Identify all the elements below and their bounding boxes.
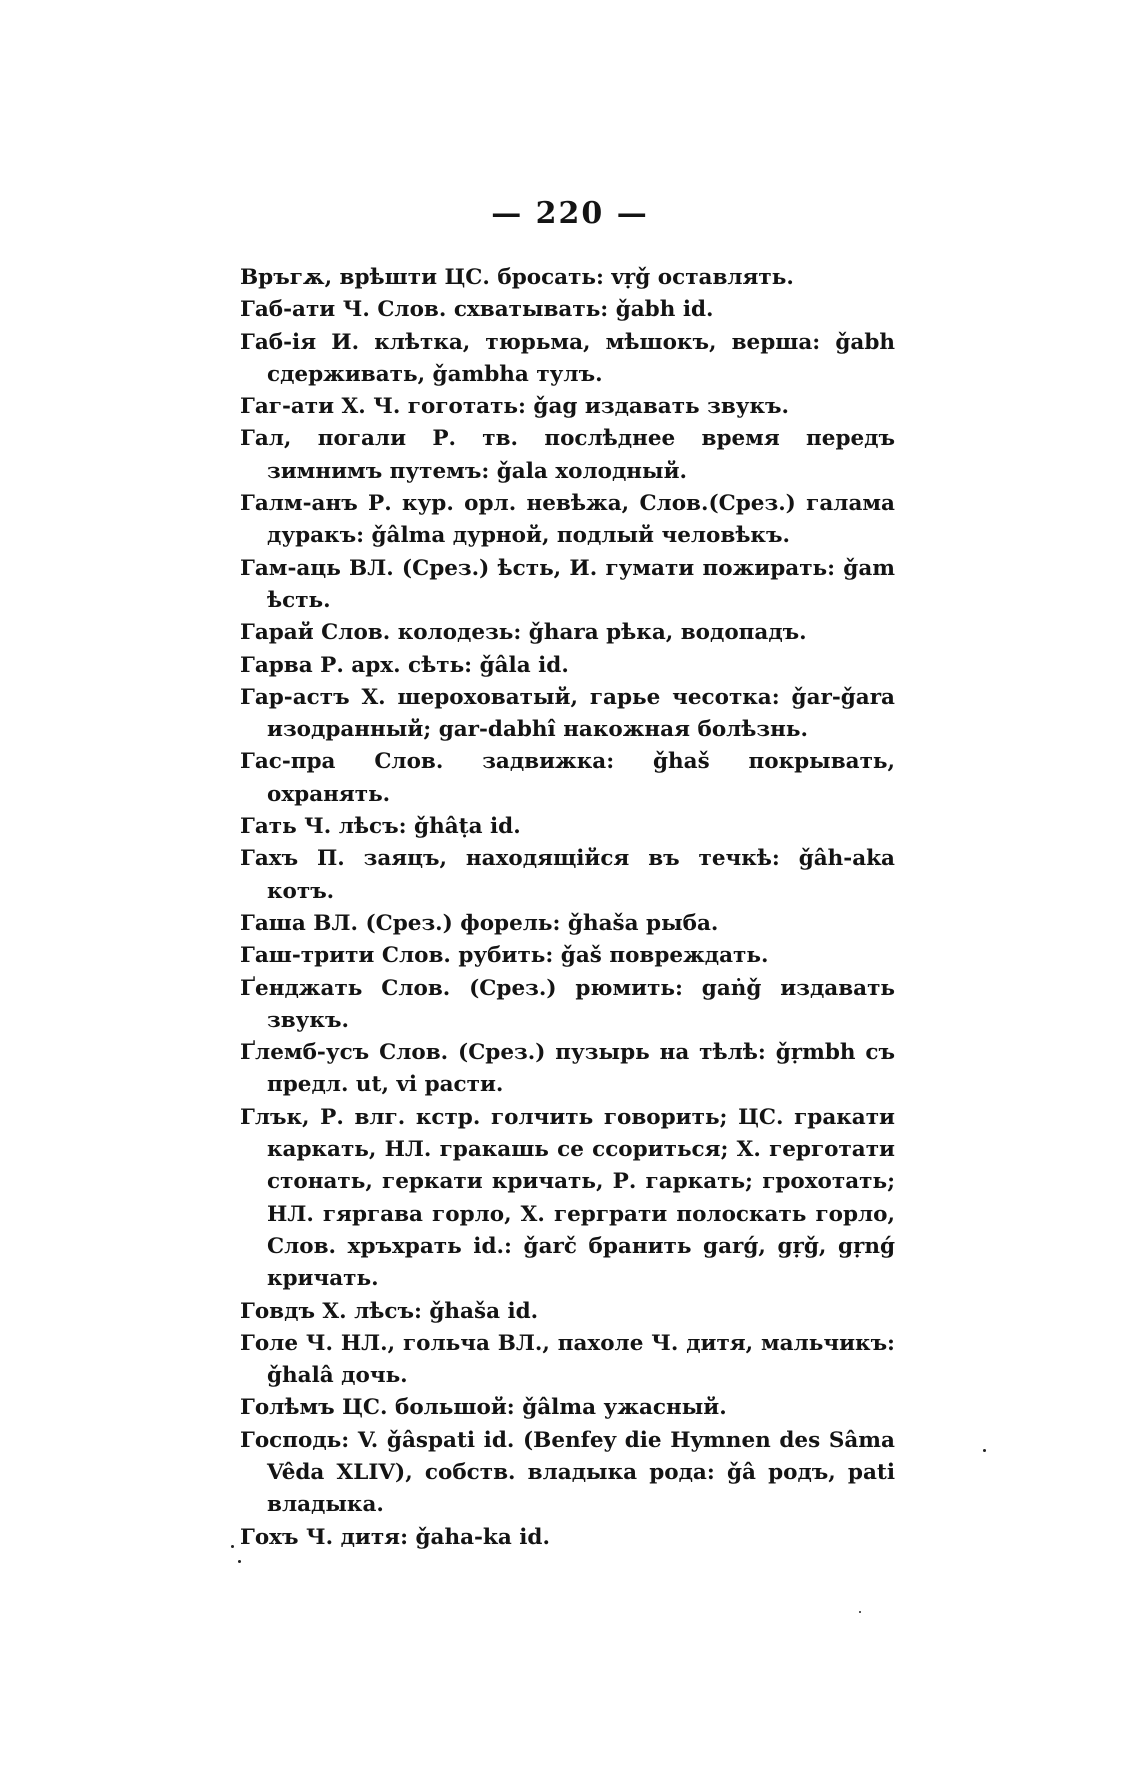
dictionary-entry: Гаша ВЛ. (Срез.) форель: ǧhaša рыба. [240,910,719,936]
dictionary-entry: Голе Ч. НЛ., гольча ВЛ., пахоле Ч. дитя, мальчикъ: ǧhalâ дочь. [240,1330,895,1389]
dictionary-entry: Ґенджать Слов. (Срез.) рюмить: gaṅǧ издавать звукъ. [240,975,895,1033]
dictionary-entry: Гар-астъ Х. шероховатый, гарье чесотка: ǧar-ǧara изодранный; gar-dabhî накожная болѣзнь. [240,684,895,743]
dictionary-entry: Гать Ч. лѣсъ: ǧhâṭa id. [240,814,521,840]
dictionary-entry: Глък, Р. влг. кстр. голчить говорить; ЦС. гракати каркать, НЛ. гракашь се ссориться; Х. герготати стонать, геркати кричать, Р. гаркать; грохотать; НЛ. гяргава горло, Х. герграти полоскать горло, Слов. хръхрать id.: ǧarč бранить garǵ, gṛǧ, gṛnǵ кричать. [240,1104,895,1292]
dictionary-entry: Господь: V. ǧâspati id. (Benfey die Hymnen des Sâma Vêda XLIV), собств. владыка рода: ǧâ родъ, pati владыка. [240,1427,895,1518]
dictionary-entry: Гас-пра Слов. задвижка: ǧhaš покрывать, охранять. [240,749,895,807]
scan-speck [859,1611,861,1613]
dictionary-entry: Гаг-ати Х. Ч. гоготать: ǧag издавать звукъ. [240,394,790,420]
dictionary-entry: Гам-аць ВЛ. (Срез.) ѣсть, И. гумати пожирать: ǧam ѣсть. [240,555,895,613]
dictionary-entry: Габ-ати Ч. Слов. схватывать: ǧabh id. [240,297,714,323]
dictionary-entry: Галм-анъ Р. кур. орл. невѣжа, Слов.(Срез.) галама дуракъ: ǧâlma дурной, подлый человѣкъ. [240,491,895,549]
scan-speck [231,1545,234,1548]
dictionary-entry: Гаш-трити Слов. рубить: ǧaš повреждать. [240,943,769,969]
dictionary-entry: Гарай Слов. колодезь: ǧhara рѣка, водопадъ. [240,620,807,646]
dictionary-entry: Гарва Р. арх. сѣть: ǧâla id. [240,652,569,678]
dictionary-entry: Ґлемб-усъ Слов. (Срез.) пузырь на тѣлѣ: ǧṛmbh съ предл. ut, vi расти. [240,1040,895,1098]
dictionary-entry: Връгѫ, врѣшти ЦС. бросать: vṛǧ оставлять. [240,265,794,290]
scan-speck [983,1449,986,1452]
dictionary-entries [240,262,895,1554]
dictionary-entry: Говдъ Х. лѣсъ: ǧhaša id. [240,1298,539,1324]
dictionary-entry: Габ-ія И. клѣтка, тюрьма, мѣшокъ, верша: ǧabh сдерживать, ǧambha тулъ. [240,329,895,387]
page-number: — 220 — [491,196,649,231]
dictionary-entry: Гал, погали Р. тв. послѣднее время передъ зимнимъ путемъ: ǧala холодный. [240,426,895,484]
dictionary-entry: Голѣмъ ЦС. большой: ǧâlma ужасный. [240,1395,727,1421]
scan-speck [238,1560,241,1563]
dictionary-entry: Гохъ Ч. дитя: ǧaha-ka id. [240,1524,550,1550]
dictionary-entry: Гахъ П. заяцъ, находящійся въ течкѣ: ǧâh-aka котъ. [240,846,895,904]
